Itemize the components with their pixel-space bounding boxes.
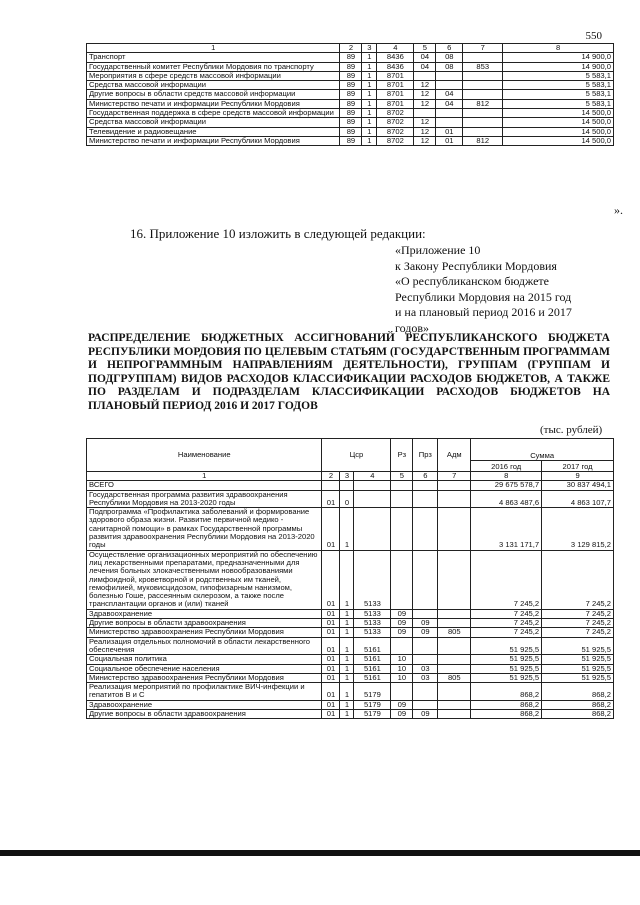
table-cell <box>413 683 438 701</box>
table-cell: 01 <box>322 700 340 709</box>
table-cell: 6 <box>436 44 463 53</box>
table-row <box>87 118 614 127</box>
table-cell: 9 <box>542 472 614 481</box>
table-cell: 89 <box>340 90 362 99</box>
table-cell: 7 245,2 <box>542 609 614 618</box>
table-cell: 3 131 171,7 <box>471 508 542 550</box>
table-cell: 09 <box>391 619 413 628</box>
table-cell: 8701 <box>377 71 414 80</box>
table-cell: Реализация отдельных полномочий в области лекарственного обеспечения <box>87 637 322 655</box>
table-cell: 10 <box>391 673 413 682</box>
annex-line: Республики Мордовия на 2015 год <box>395 289 572 304</box>
header-prz: Прз <box>413 439 438 472</box>
table-cell: 10 <box>391 655 413 664</box>
table-cell: 0 <box>340 490 354 508</box>
table-cell <box>413 550 438 609</box>
table-cell: 51 925,5 <box>471 673 542 682</box>
table-cell: 89 <box>340 118 362 127</box>
table-cell: 14 500,0 <box>503 127 614 136</box>
header-rz: Рз <box>391 439 413 472</box>
table-cell: 1 <box>340 683 354 701</box>
table-cell: 7 <box>438 472 471 481</box>
table-cell: 10 <box>391 664 413 673</box>
table-cell: 4 863 487,6 <box>471 490 542 508</box>
table-cell: 12 <box>414 99 436 108</box>
table-cell: 4 <box>377 44 414 53</box>
table-cell: 1 <box>340 700 354 709</box>
table-cell: 09 <box>413 628 438 637</box>
table-cell <box>354 481 391 490</box>
table-cell: Министерство здравоохранения Республики Мордовия <box>87 673 322 682</box>
table-cell: 1 <box>340 619 354 628</box>
table-cell: 01 <box>322 490 340 508</box>
table-cell: 8702 <box>377 118 414 127</box>
table-cell: Социальное обеспечение населения <box>87 664 322 673</box>
table-cell <box>463 53 503 62</box>
table-cell <box>413 490 438 508</box>
table-cell <box>413 637 438 655</box>
table-cell: 5179 <box>354 710 391 719</box>
table-cell: 805 <box>438 673 471 682</box>
table-cell: 853 <box>463 62 503 71</box>
table-cell: 14 500,0 <box>503 118 614 127</box>
table-cell: 1 <box>340 655 354 664</box>
table-cell <box>340 481 354 490</box>
table-cell: 812 <box>463 136 503 145</box>
annex-line: «Приложение 10 <box>395 243 481 257</box>
table-cell <box>438 655 471 664</box>
table-cell: 12 <box>414 136 436 145</box>
table-cell: 89 <box>340 81 362 90</box>
table-cell: 7 245,2 <box>471 609 542 618</box>
table-cell: 12 <box>414 118 436 127</box>
table-cell <box>391 508 413 550</box>
table-cell <box>436 109 463 118</box>
table-cell: 7 245,2 <box>542 550 614 609</box>
annex-line: «О республиканском бюджете <box>395 274 550 288</box>
table-cell: 01 <box>322 655 340 664</box>
table-cell: 1 <box>362 99 377 108</box>
table-cell <box>391 490 413 508</box>
table-cell: 1 <box>87 472 322 481</box>
table-cell: 1 <box>340 664 354 673</box>
table-cell: 09 <box>391 710 413 719</box>
table-cell: 5 583,1 <box>503 99 614 108</box>
table-cell: 89 <box>340 53 362 62</box>
table-cell <box>391 637 413 655</box>
table-cell: 01 <box>322 637 340 655</box>
table-row <box>87 62 614 71</box>
table-cell: 6 <box>413 472 438 481</box>
table-cell: 7 245,2 <box>542 619 614 628</box>
table-cell: 51 925,5 <box>471 664 542 673</box>
table-row <box>87 655 614 664</box>
table-cell: Социальная политика <box>87 655 322 664</box>
table-cell: Мероприятия в сфере средств массовой информации <box>87 71 340 80</box>
table-row <box>87 508 614 550</box>
table-cell <box>438 700 471 709</box>
table-budget-allocation <box>86 438 614 719</box>
table-cell: 03 <box>413 673 438 682</box>
table-cell <box>463 90 503 99</box>
table-cell: 14 900,0 <box>503 62 614 71</box>
table-cell: Здравоохранение <box>87 700 322 709</box>
table-cell: 7 245,2 <box>471 619 542 628</box>
table-cell <box>438 710 471 719</box>
table-cell: 1 <box>340 609 354 618</box>
table-cell: 868,2 <box>542 683 614 701</box>
scan-edge-bar <box>0 850 640 856</box>
table-cell: Подпрограмма «Профилактика заболеваний и формирование здорового образа жизни. Развитие первичной медико - санитарной помощи» в рамках Государственной программы развития здравоохранения Республики Мордовия на 2013-2020 годы <box>87 508 322 550</box>
table-row <box>87 637 614 655</box>
table-cell: Средства массовой информации <box>87 118 340 127</box>
table-cell: 01 <box>322 710 340 719</box>
table-cell: 01 <box>322 619 340 628</box>
table-cell: 89 <box>340 109 362 118</box>
table-cell: 8702 <box>377 109 414 118</box>
units-label: (тыс. рублей) <box>540 424 603 436</box>
table-cell: 89 <box>340 127 362 136</box>
table-cell <box>391 481 413 490</box>
table-cell: Другие вопросы в области здравоохранения <box>87 619 322 628</box>
table-cell: Министерство здравоохранения Республики Мордовия <box>87 628 322 637</box>
table-cell: ВСЕГО <box>87 481 322 490</box>
table-cell: 01 <box>322 664 340 673</box>
table-cell: 01 <box>322 683 340 701</box>
table-cell: 5161 <box>354 673 391 682</box>
table-cell: 5133 <box>354 619 391 628</box>
table-cell: 1 <box>362 136 377 145</box>
table-cell: 5161 <box>354 664 391 673</box>
table-cell: 08 <box>436 62 463 71</box>
table-cell: 5 <box>391 472 413 481</box>
header-name: Наименование <box>87 439 322 472</box>
table-cell <box>436 118 463 127</box>
table-cell: 5133 <box>354 609 391 618</box>
table-cell <box>438 664 471 673</box>
table-cell <box>438 481 471 490</box>
table-cell: 7 <box>463 44 503 53</box>
table-row <box>87 490 614 508</box>
table-cell: 12 <box>414 90 436 99</box>
table-cell: 5179 <box>354 700 391 709</box>
table-cell <box>438 609 471 618</box>
table-cell <box>322 481 340 490</box>
table-cell: 51 925,5 <box>471 655 542 664</box>
table-cell <box>438 490 471 508</box>
table-cell: 5161 <box>354 637 391 655</box>
table-cell: 5 583,1 <box>503 90 614 99</box>
table-cell: 01 <box>322 609 340 618</box>
table-cell: 01 <box>322 628 340 637</box>
table-cell: 868,2 <box>542 710 614 719</box>
table-cell: 12 <box>414 127 436 136</box>
table-cell <box>413 655 438 664</box>
table-cell <box>354 508 391 550</box>
table-cell: 3 <box>340 472 354 481</box>
table-cell: 4 863 107,7 <box>542 490 614 508</box>
table-cell <box>438 508 471 550</box>
table-cell <box>438 550 471 609</box>
item-16: 16. Приложение 10 изложить в следующей редакции: <box>130 226 426 241</box>
table-cell <box>463 81 503 90</box>
table-cell: 51 925,5 <box>542 637 614 655</box>
table-cell: 1 <box>362 109 377 118</box>
table-cell: 868,2 <box>471 683 542 701</box>
table-cell: 01 <box>436 136 463 145</box>
table-cell: 1 <box>340 508 354 550</box>
table-cell: 51 925,5 <box>542 664 614 673</box>
table-cell: 51 925,5 <box>471 637 542 655</box>
table-cell: 04 <box>436 99 463 108</box>
table-cell: 04 <box>436 90 463 99</box>
table-cell: 2 <box>322 472 340 481</box>
table-cell: 2 <box>340 44 362 53</box>
table-cell: 1 <box>362 127 377 136</box>
table-cell: 30 837 494,1 <box>542 481 614 490</box>
table-cell: 1 <box>362 71 377 80</box>
table-cell: Средства массовой информации <box>87 81 340 90</box>
table-cell: 03 <box>413 664 438 673</box>
table-cell: 1 <box>340 550 354 609</box>
table-cell: 1 <box>362 62 377 71</box>
table-cell: 04 <box>414 53 436 62</box>
table-cell: 04 <box>414 62 436 71</box>
table-cell: 5 <box>414 44 436 53</box>
table-row <box>87 664 614 673</box>
table-row <box>87 53 614 62</box>
table-cell <box>436 71 463 80</box>
annex-line: к Закону Республики Мордовия <box>395 258 557 273</box>
table-cell: 14 500,0 <box>503 109 614 118</box>
table-row <box>87 628 614 637</box>
table-cell: 3 129 815,2 <box>542 508 614 550</box>
table-cell <box>463 71 503 80</box>
table-cell: 89 <box>340 62 362 71</box>
table-cell: 89 <box>340 136 362 145</box>
table-cell: 5179 <box>354 683 391 701</box>
table-cell: Телевидение и радиовещание <box>87 127 340 136</box>
table-cell: 1 <box>362 81 377 90</box>
table-cell: 8 <box>471 472 542 481</box>
table-row <box>87 683 614 701</box>
table-cell: 5 583,1 <box>503 71 614 80</box>
table-cell: 12 <box>414 81 436 90</box>
table-cell <box>391 550 413 609</box>
table-row <box>87 710 614 719</box>
table-row <box>87 136 614 145</box>
header-csr: Цср <box>322 439 391 472</box>
table-cell: 4 <box>354 472 391 481</box>
table-cell: 01 <box>436 127 463 136</box>
table-cell: 08 <box>436 53 463 62</box>
table-row <box>87 550 614 609</box>
table-cell: 01 <box>322 550 340 609</box>
table-cell: 1 <box>362 90 377 99</box>
table-cell: 1 <box>340 673 354 682</box>
table-cell: 1 <box>340 710 354 719</box>
table-cell: 51 925,5 <box>542 655 614 664</box>
table-cell: Реализация мероприятий по профилактике ВИЧ-инфекции и гепатитов В и С <box>87 683 322 701</box>
table-cell: Осуществление организационных мероприятий по обеспечению лиц лекарственными препаратами, предназначенными для лечения больных злокачественными новообразованиями лимфоидной, кроветворной и родственных им тканей, гемофилией, муковисцидозом, гипофизарным нанизмом, болезнью Гоше, рассеянным склерозом, а также после трансплантации органов и (или) тканей <box>87 550 322 609</box>
table-cell: 7 245,2 <box>542 628 614 637</box>
table-cell <box>413 508 438 550</box>
table-cell: 14 500,0 <box>503 136 614 145</box>
table-cell: 812 <box>463 99 503 108</box>
annex-line: и на плановый период 2016 и 2017 <box>395 305 572 319</box>
table-cell: 8702 <box>377 127 414 136</box>
table-cell: 5133 <box>354 628 391 637</box>
table-cell <box>391 683 413 701</box>
table-cell: 09 <box>391 700 413 709</box>
table-cell: 8436 <box>377 53 414 62</box>
table-cell: 3 <box>362 44 377 53</box>
table-cell: 8 <box>503 44 614 53</box>
header-sum: Сумма <box>471 439 614 461</box>
table-cell <box>413 481 438 490</box>
table-cell: Государственная программа развития здравоохранения Республики Мордовия на 2013-2020 годы <box>87 490 322 508</box>
table-cell: 8701 <box>377 90 414 99</box>
document-heading: РАСПРЕДЕЛЕНИЕ БЮДЖЕТНЫХ АССИГНОВАНИЙ РЕСПУБЛИКАНСКОГО БЮДЖЕТА РЕСПУБЛИКИ МОРДОВИЯ ПО ЦЕЛЕВЫМ СТАТЬЯМ (ГОСУДАРСТВЕННЫМ ПРОГРАММАМ И НЕПРОГРАММНЫМ НАПРАВЛЕНИЯМ ДЕЯТЕЛЬНОСТИ), ГРУППАМ (ГРУППАМ И ПОДГРУППАМ) ВИДОВ РАСХОДОВ КЛАССИФИКАЦИИ РАСХОДОВ БЮДЖЕТОВ, А ТАКЖЕ ПО РАЗДЕЛАМ И ПОДРАЗДЕЛАМ КЛАССИФИКАЦИИ РАСХОДОВ БЮДЖЕТОВ НА ПЛАНОВЫЙ ПЕРИОД 2016 И 2017 ГОДОВ <box>88 332 610 412</box>
table-cell: 7 245,2 <box>471 550 542 609</box>
table-cell: 1 <box>340 637 354 655</box>
table-cell <box>463 109 503 118</box>
table-cell: Государственный комитет Республики Мордовия по транспорту <box>87 62 340 71</box>
table-cell: Государственная поддержка в сфере средств массовой информации <box>87 109 340 118</box>
table-cell: 1 <box>362 118 377 127</box>
header-2017: 2017 год <box>542 461 614 472</box>
table-cell: 8702 <box>377 136 414 145</box>
table-cell: Транспорт <box>87 53 340 62</box>
table-cell: 8701 <box>377 81 414 90</box>
table-cell: 09 <box>413 710 438 719</box>
table-cell: 805 <box>438 628 471 637</box>
table-cell: 5133 <box>354 550 391 609</box>
table-transport-media <box>86 43 614 146</box>
table-cell: 868,2 <box>542 700 614 709</box>
table-cell: 89 <box>340 99 362 108</box>
closing-quote: ». <box>614 203 623 217</box>
table-cell: 7 245,2 <box>471 628 542 637</box>
table-cell: Министерство печати и информации Республики Мордовия <box>87 99 340 108</box>
table-cell: 8701 <box>377 99 414 108</box>
table-cell: 1 <box>340 628 354 637</box>
table-cell: 868,2 <box>471 700 542 709</box>
table-cell: 09 <box>413 619 438 628</box>
annex-line: годов» <box>395 320 430 335</box>
table-cell <box>354 490 391 508</box>
table-cell <box>438 637 471 655</box>
table-cell: 14 900,0 <box>503 53 614 62</box>
table-cell: Министерство печати и информации Республики Мордовия <box>87 136 340 145</box>
table-cell: 1 <box>362 53 377 62</box>
table-cell: 29 675 578,7 <box>471 481 542 490</box>
header-adm: Адм <box>438 439 471 472</box>
table-cell: 89 <box>340 71 362 80</box>
table-row <box>87 90 614 99</box>
table-cell: 51 925,5 <box>542 673 614 682</box>
table-row <box>87 481 614 490</box>
table-cell: 01 <box>322 673 340 682</box>
table-cell: 09 <box>391 609 413 618</box>
page-number: 550 <box>585 30 602 42</box>
table-cell: 8436 <box>377 62 414 71</box>
table-cell: 01 <box>322 508 340 550</box>
table-cell: 5161 <box>354 655 391 664</box>
table-cell: 1 <box>87 44 340 53</box>
table-cell <box>438 683 471 701</box>
annex-caption <box>395 243 620 336</box>
table-cell: Здравоохранение <box>87 609 322 618</box>
table-cell: Другие вопросы в области здравоохранения <box>87 710 322 719</box>
header-2016: 2016 год <box>471 461 542 472</box>
table-cell: 5 583,1 <box>503 81 614 90</box>
table-cell: Другие вопросы в области средств массовой информации <box>87 90 340 99</box>
table-cell: 868,2 <box>471 710 542 719</box>
table-cell <box>463 118 503 127</box>
table-cell: 09 <box>391 628 413 637</box>
